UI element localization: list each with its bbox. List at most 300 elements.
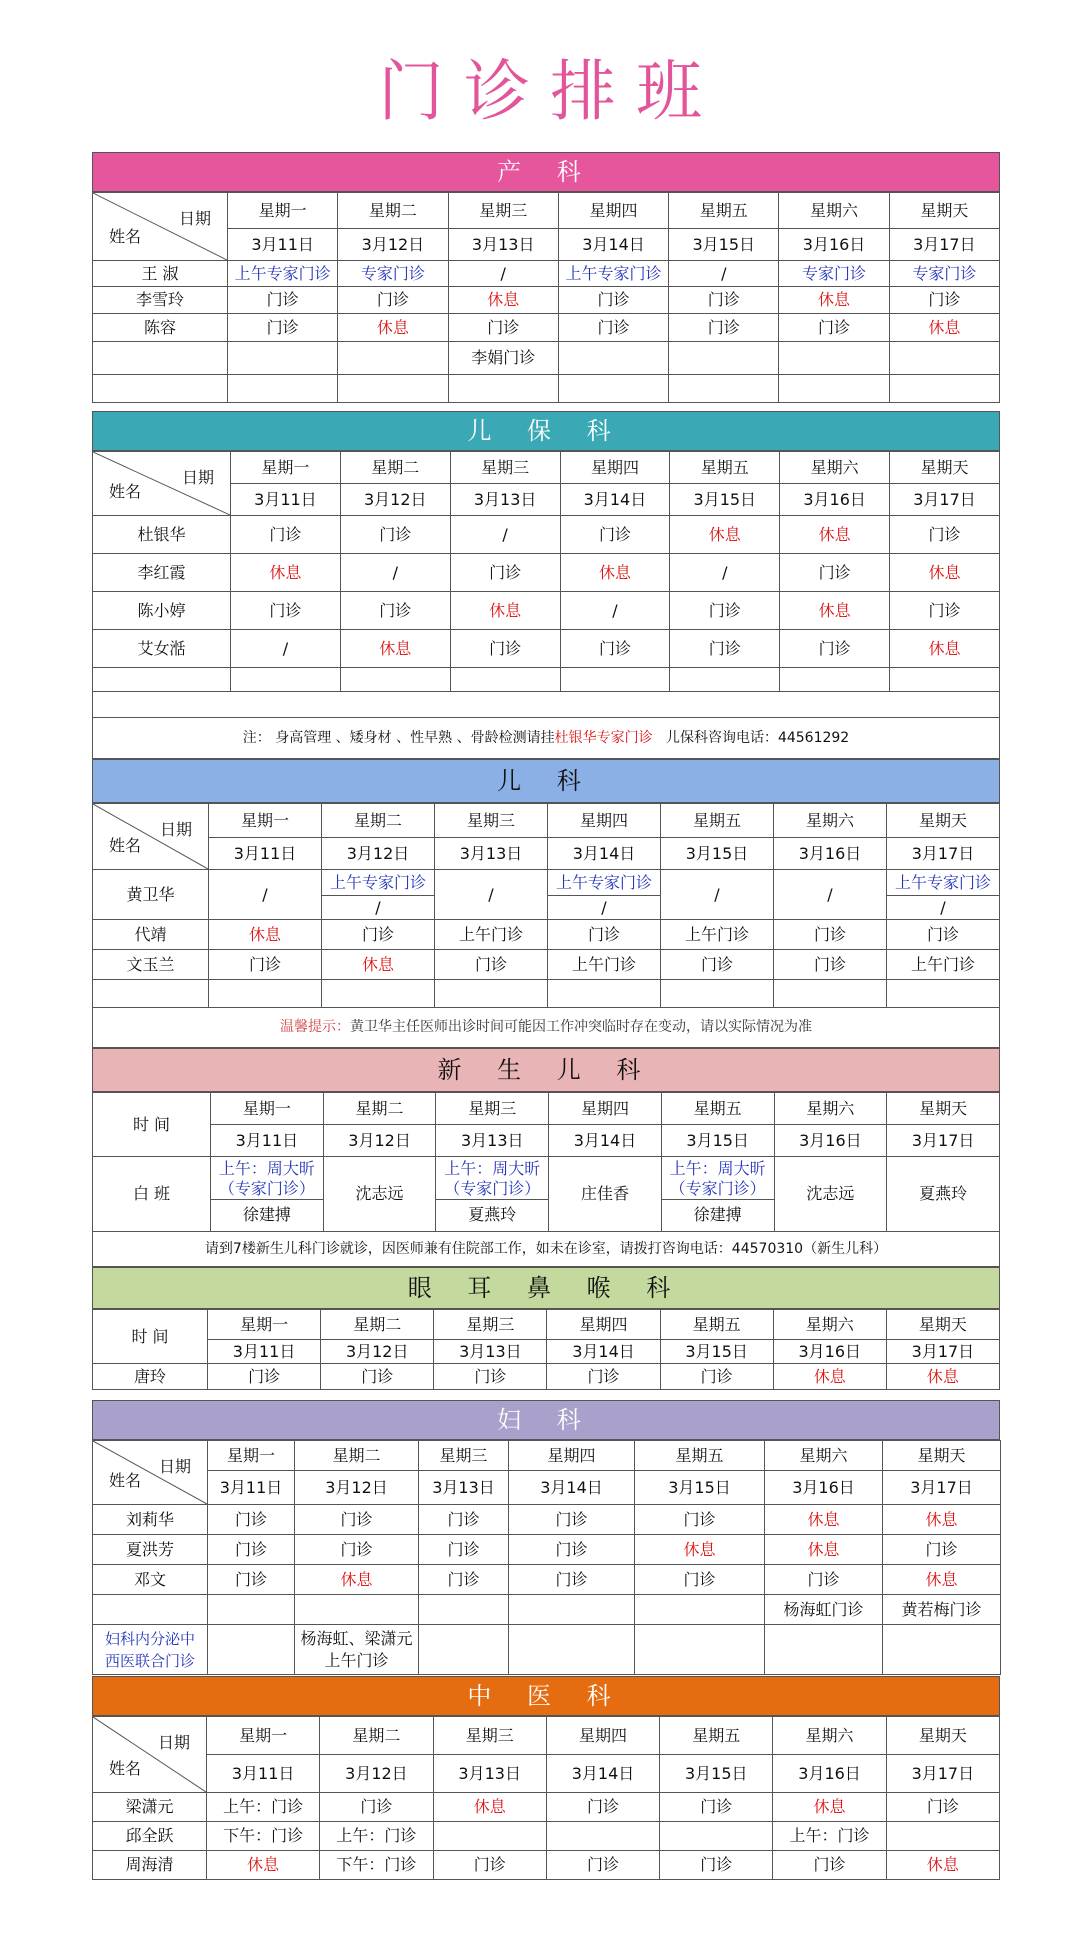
- schedule-cell: 门诊: [560, 630, 670, 668]
- schedule-cell: 门诊: [635, 1565, 765, 1595]
- date-header: 3月17日: [883, 1471, 1001, 1505]
- schedule-cell: 门诊: [208, 1505, 295, 1535]
- schedule-cell: 门诊: [509, 1505, 635, 1535]
- schedule-cell: 门诊: [887, 920, 1000, 950]
- weekday-header: 星期一: [207, 1717, 320, 1755]
- pediatrics-table: [92, 803, 1000, 1008]
- schedule-cell: 门诊: [780, 554, 890, 592]
- schedule-cell: 休息: [780, 516, 890, 554]
- date-header: 3月12日: [321, 1340, 434, 1364]
- weekday-header: 星期二: [323, 1093, 436, 1125]
- schedule-cell: 上午专家门诊: [558, 261, 668, 287]
- schedule-cell: 门诊: [450, 554, 560, 592]
- weekday-header: 星期四: [558, 193, 668, 229]
- schedule-cell: 门诊: [509, 1565, 635, 1595]
- weekday-header: 星期六: [774, 1093, 887, 1125]
- schedule-cell: 上午门诊: [548, 950, 661, 980]
- time-label: 时 间: [93, 1310, 208, 1364]
- table-row: [93, 375, 1000, 403]
- schedule-cell: 休息: [780, 592, 890, 630]
- table-row: [93, 554, 1000, 592]
- date-header: 3月11日: [207, 1755, 320, 1793]
- schedule-cell: 门诊: [548, 920, 661, 950]
- schedule-cell: [338, 342, 448, 375]
- schedule-cell: 上午专家门诊 /: [887, 870, 1000, 920]
- schedule-cell: /: [560, 592, 670, 630]
- schedule-cell: 休息: [883, 1565, 1001, 1595]
- schedule-cell: 上午专家门诊 /: [548, 870, 661, 920]
- schedule-cell: [669, 342, 779, 375]
- weekday-header: 星期二: [320, 1717, 433, 1755]
- schedule-cell: 上午：门诊: [320, 1822, 433, 1851]
- doctor-name: 陈容: [93, 314, 228, 342]
- weekday-header: 星期二: [295, 1441, 419, 1471]
- corner-header: [93, 452, 231, 516]
- schedule-cell: 上午门诊: [435, 920, 548, 950]
- schedule-cell: /: [231, 630, 341, 668]
- doctor-name: 陈小婷: [93, 592, 231, 630]
- schedule-cell: [509, 1595, 635, 1625]
- name-label: 姓名: [109, 835, 142, 855]
- doctor-name: 王 淑: [93, 261, 228, 287]
- table-row: [93, 1505, 1001, 1535]
- schedule-cell: 休息: [773, 1364, 886, 1390]
- table-row: [93, 516, 1000, 554]
- schedule-cell: 门诊: [774, 920, 887, 950]
- section-gynecology-header: 妇 科: [92, 1400, 1000, 1440]
- schedule-cell: 上午门诊: [661, 920, 774, 950]
- schedule-cell: 休息: [765, 1505, 883, 1535]
- name-label: 姓名: [109, 226, 142, 246]
- schedule-cell: 门诊: [419, 1505, 509, 1535]
- tip-label: 温馨提示：: [280, 1019, 350, 1035]
- schedule-cell: 沈志远: [774, 1157, 887, 1232]
- weekday-header: 星期六: [779, 193, 889, 229]
- schedule-cell: 休息: [433, 1793, 546, 1822]
- weekday-header: 星期一: [208, 1310, 321, 1340]
- schedule-cell: 下午：门诊: [207, 1822, 320, 1851]
- schedule-cell: 门诊: [434, 1364, 547, 1390]
- weekday-header: 星期四: [547, 1310, 660, 1340]
- weekday-header: 星期六: [773, 1717, 886, 1755]
- schedule-cell: 门诊: [661, 950, 774, 980]
- weekday-header: 星期天: [887, 804, 1000, 838]
- weekday-header: 星期二: [340, 452, 450, 484]
- date-header: 3月15日: [669, 229, 779, 261]
- date-header: 3月12日: [340, 484, 450, 516]
- time-label: 时 间: [93, 1093, 211, 1157]
- schedule-cell: 门诊: [558, 287, 668, 314]
- page-title: 门诊排班: [378, 53, 722, 130]
- corner-header: [93, 1717, 207, 1793]
- weekday-header: 星期一: [209, 804, 322, 838]
- weekday-header: 星期三: [434, 1310, 547, 1340]
- doctor-name: 周海清: [93, 1851, 207, 1880]
- section-ent-header: 眼 耳 鼻 喉 科: [92, 1267, 1000, 1309]
- date-header: 3月14日: [558, 229, 668, 261]
- schedule-cell: 休息: [890, 554, 1000, 592]
- corner-header: [93, 193, 228, 261]
- date-header: 3月12日: [322, 838, 435, 870]
- weekday-header: 星期三: [419, 1441, 509, 1471]
- schedule-cell: 上午：周大昕 （专家门诊） 夏燕玲: [436, 1157, 549, 1232]
- date-header: 3月12日: [295, 1471, 419, 1505]
- doctor-name: 杜银华: [93, 516, 231, 554]
- table-row: [93, 950, 1000, 980]
- schedule-cell: 门诊: [231, 592, 341, 630]
- schedule-cell: 休息: [338, 314, 448, 342]
- schedule-cell: /: [774, 870, 887, 920]
- date-header: 3月15日: [661, 838, 774, 870]
- doctor-name: 邓文: [93, 1565, 208, 1595]
- doctor-name: 文玉兰: [93, 950, 209, 980]
- date-header: 3月15日: [635, 1471, 765, 1505]
- date-header: 3月15日: [660, 1340, 773, 1364]
- schedule-cell: 门诊: [209, 950, 322, 980]
- weekday-header: 星期五: [660, 1717, 773, 1755]
- table-row: [93, 287, 1000, 314]
- schedule-cell: 李娟门诊: [448, 342, 558, 375]
- table-row: [93, 920, 1000, 950]
- weekday-header: 星期一: [228, 193, 338, 229]
- weekday-header: 星期天: [889, 193, 999, 229]
- table-row: [93, 692, 1000, 718]
- weekday-header: 星期六: [773, 1310, 886, 1340]
- schedule-cell: 门诊: [547, 1364, 660, 1390]
- schedule-cell: 门诊: [560, 516, 670, 554]
- schedule-cell: 休息: [322, 950, 435, 980]
- schedule-cell: [433, 1822, 546, 1851]
- corner-header: [93, 1441, 208, 1505]
- date-header: 3月11日: [211, 1125, 324, 1157]
- neonatal-note: 请到7楼新生儿科门诊就诊，因医师兼有住院部工作，如未在诊室，请拨打咨询电话：44570310（新生儿科）: [92, 1231, 1000, 1267]
- schedule-cell: 休息: [779, 287, 889, 314]
- schedule-cell: 上午：门诊: [773, 1822, 886, 1851]
- doctor-name: 邱全跃: [93, 1822, 207, 1851]
- schedule-cell: [886, 1822, 999, 1851]
- schedule-cell: 休息: [889, 314, 999, 342]
- name-label: 姓名: [109, 1470, 142, 1490]
- schedule-cell: 门诊: [340, 516, 450, 554]
- corner-header: [93, 804, 209, 870]
- date-header: 3月14日: [546, 1755, 659, 1793]
- weekday-header: 星期二: [322, 804, 435, 838]
- schedule-cell: 杨海虹门诊: [765, 1595, 883, 1625]
- table-row: [93, 314, 1000, 342]
- weekday-header: 星期四: [549, 1093, 662, 1125]
- date-header: 3月13日: [434, 1340, 547, 1364]
- date-header: 3月11日: [208, 1471, 295, 1505]
- date-header: 3月16日: [780, 484, 890, 516]
- schedule-cell: 专家门诊: [338, 261, 448, 287]
- doctor-name: 刘莉华: [93, 1505, 208, 1535]
- schedule-cell: /: [661, 870, 774, 920]
- date-header: 3月16日: [774, 1125, 887, 1157]
- neonatal-table: [92, 1092, 1000, 1232]
- schedule-cell: 门诊: [509, 1535, 635, 1565]
- schedule-cell: 门诊: [419, 1535, 509, 1565]
- schedule-cell: 门诊: [340, 592, 450, 630]
- date-header: 3月13日: [419, 1471, 509, 1505]
- schedule-cell: 门诊: [450, 630, 560, 668]
- schedule-cell: 门诊: [419, 1565, 509, 1595]
- schedule-cell: 上午：周大昕 （专家门诊） 徐建搏: [211, 1157, 324, 1232]
- date-header: 3月12日: [338, 229, 448, 261]
- schedule-cell: 门诊: [208, 1535, 295, 1565]
- weekday-header: 星期六: [774, 804, 887, 838]
- schedule-cell: 上午专家门诊: [228, 261, 338, 287]
- date-header: 3月13日: [433, 1755, 546, 1793]
- table-row: [93, 261, 1000, 287]
- schedule-cell: 门诊: [773, 1851, 886, 1880]
- doctor-name: 李红霞: [93, 554, 231, 592]
- date-header: 3月12日: [323, 1125, 436, 1157]
- shift-label: 白 班: [93, 1157, 211, 1232]
- schedule-cell: [660, 1822, 773, 1851]
- weekday-header: 星期四: [560, 452, 670, 484]
- table-row: [93, 630, 1000, 668]
- table-row: [93, 870, 1000, 920]
- date-header: 3月13日: [450, 484, 560, 516]
- weekday-header: 星期一: [208, 1441, 295, 1471]
- schedule-cell: /: [435, 870, 548, 920]
- schedule-cell: 休息: [890, 630, 1000, 668]
- doctor-name: 李雪玲: [93, 287, 228, 314]
- date-label: 日期: [178, 209, 211, 228]
- pediatrics-tip: 温馨提示：黄卫华主任医师出诊时间可能因工作冲突临时存在变动，请以实际情况为准: [92, 1007, 1000, 1048]
- date-label: 日期: [158, 1457, 191, 1476]
- weekday-header: 星期三: [436, 1093, 549, 1125]
- schedule-cell: 门诊: [660, 1851, 773, 1880]
- schedule-cell: 门诊: [435, 950, 548, 980]
- schedule-cell: 休息: [340, 630, 450, 668]
- weekday-header: 星期五: [669, 193, 779, 229]
- schedule-cell: 休息: [450, 592, 560, 630]
- schedule-cell: [419, 1595, 509, 1625]
- weekday-header: 星期四: [546, 1717, 659, 1755]
- schedule-cell: 门诊: [228, 314, 338, 342]
- schedule-cell: 门诊: [774, 950, 887, 980]
- table-row: [93, 980, 1000, 1008]
- weekday-header: 星期三: [435, 804, 548, 838]
- schedule-cell: /: [670, 554, 780, 592]
- date-header: 3月17日: [886, 1755, 999, 1793]
- weekday-header: 星期五: [661, 1093, 774, 1125]
- obstetrics-table: [92, 192, 1000, 403]
- date-header: 3月14日: [549, 1125, 662, 1157]
- section-neonatal-header: 新 生 儿 科: [92, 1048, 1000, 1092]
- schedule-cell: 上午：门诊: [207, 1793, 320, 1822]
- schedule-cell: 休息: [231, 554, 341, 592]
- schedule-cell: 专家门诊: [779, 261, 889, 287]
- schedule-cell: 休息: [295, 1565, 419, 1595]
- schedule-cell: 门诊: [208, 1364, 321, 1390]
- schedule-cell: 门诊: [322, 920, 435, 950]
- table-row: [93, 668, 1000, 692]
- table-row: [93, 1822, 1000, 1851]
- doctor-name: 梁潇元: [93, 1793, 207, 1822]
- schedule-cell: 休息: [209, 920, 322, 950]
- schedule-cell: 门诊: [890, 592, 1000, 630]
- date-header: 3月16日: [773, 1340, 886, 1364]
- doctor-name: 代靖: [93, 920, 209, 950]
- weekday-header: 星期二: [321, 1310, 434, 1340]
- schedule-cell: 休息: [883, 1505, 1001, 1535]
- schedule-cell: /: [340, 554, 450, 592]
- schedule-cell: [295, 1595, 419, 1625]
- schedule-cell: 门诊: [295, 1535, 419, 1565]
- weekday-header: 星期天: [890, 452, 1000, 484]
- date-label: 日期: [181, 468, 214, 487]
- schedule-cell: [558, 342, 668, 375]
- table-row: [93, 1565, 1001, 1595]
- weekday-header: 星期五: [660, 1310, 773, 1340]
- date-header: 3月16日: [779, 229, 889, 261]
- weekday-header: 星期天: [886, 1310, 999, 1340]
- schedule-cell: 门诊: [228, 287, 338, 314]
- schedule-cell: [635, 1595, 765, 1625]
- schedule-cell: 门诊: [546, 1793, 659, 1822]
- section-tcm-header: 中 医 科: [92, 1676, 1000, 1716]
- schedule-cell: 门诊: [321, 1364, 434, 1390]
- date-header: 3月14日: [509, 1471, 635, 1505]
- date-header: 3月15日: [670, 484, 780, 516]
- date-header: 3月13日: [436, 1125, 549, 1157]
- schedule-cell: 门诊: [295, 1505, 419, 1535]
- schedule-cell: 休息: [560, 554, 670, 592]
- schedule-cell: 门诊: [765, 1565, 883, 1595]
- schedule-cell: /: [669, 261, 779, 287]
- doctor-name: 夏洪芳: [93, 1535, 208, 1565]
- date-header: 3月16日: [774, 838, 887, 870]
- schedule-cell: [779, 342, 889, 375]
- date-header: 3月11日: [228, 229, 338, 261]
- name-label: 姓名: [109, 481, 142, 501]
- schedule-cell: 门诊: [635, 1505, 765, 1535]
- schedule-cell: 休息: [635, 1535, 765, 1565]
- schedule-cell: 门诊: [780, 630, 890, 668]
- name-label: 姓名: [109, 1758, 142, 1778]
- tcm-table: [92, 1716, 1000, 1880]
- schedule-cell: 专家门诊: [889, 261, 999, 287]
- doctor-name: [93, 342, 228, 375]
- schedule-cell: 上午专家门诊 /: [322, 870, 435, 920]
- schedule-cell: 门诊: [670, 592, 780, 630]
- doctor-name: 唐玲: [93, 1364, 208, 1390]
- weekday-header: 星期天: [883, 1441, 1001, 1471]
- schedule-cell: 门诊: [660, 1364, 773, 1390]
- schedule-cell: 上午门诊: [887, 950, 1000, 980]
- schedule-cell: 门诊: [886, 1793, 999, 1822]
- section-pediatrics-header: 儿 科: [92, 759, 1000, 803]
- weekday-header: 星期三: [450, 452, 560, 484]
- schedule-cell: /: [209, 870, 322, 920]
- schedule-cell: 门诊: [670, 630, 780, 668]
- date-header: 3月14日: [548, 838, 661, 870]
- date-header: 3月17日: [887, 1125, 1000, 1157]
- date-header: 3月17日: [889, 229, 999, 261]
- weekday-header: 星期一: [231, 452, 341, 484]
- schedule-cell: [546, 1822, 659, 1851]
- schedule-cell: 门诊: [231, 516, 341, 554]
- date-header: 3月13日: [435, 838, 548, 870]
- schedule-cell: [228, 342, 338, 375]
- weekday-header: 星期三: [448, 193, 558, 229]
- weekday-header: 星期天: [887, 1093, 1000, 1125]
- schedule-cell: 门诊: [546, 1851, 659, 1880]
- schedule-cell: 门诊: [320, 1793, 433, 1822]
- schedule-cell: 庄佳香: [549, 1157, 662, 1232]
- table-row: [93, 342, 1000, 375]
- weekday-header: 星期六: [780, 452, 890, 484]
- weekday-header: 星期五: [661, 804, 774, 838]
- joint-clinic-cell: 杨海虹、梁潇元 上午门诊: [295, 1625, 419, 1675]
- date-label: 日期: [157, 1733, 190, 1752]
- table-row: [93, 1793, 1000, 1822]
- ent-table: [92, 1309, 1000, 1390]
- date-header: 3月17日: [886, 1340, 999, 1364]
- child-care-note: 注： 身高管理 、矮身材 、性早熟 、骨龄检测请挂杜银华专家门诊 儿保科咨询电话：44561292: [92, 717, 1000, 759]
- schedule-cell: 门诊: [338, 287, 448, 314]
- schedule-cell: 门诊: [433, 1851, 546, 1880]
- weekday-header: 星期一: [211, 1093, 324, 1125]
- weekday-header: 星期二: [338, 193, 448, 229]
- date-header: 3月15日: [661, 1125, 774, 1157]
- schedule-cell: [208, 1595, 295, 1625]
- schedule-cell: 下午：门诊: [320, 1851, 433, 1880]
- note-highlight: 杜银华专家门诊: [554, 730, 653, 746]
- schedule-cell: 门诊: [558, 314, 668, 342]
- date-label: 日期: [159, 820, 192, 839]
- table-row: [93, 1851, 1000, 1880]
- date-header: 3月12日: [320, 1755, 433, 1793]
- schedule-cell: /: [448, 261, 558, 287]
- schedule-cell: 门诊: [890, 516, 1000, 554]
- schedule-cell: 夏燕玲: [887, 1157, 1000, 1232]
- schedule-cell: 门诊: [208, 1565, 295, 1595]
- schedule-cell: 门诊: [660, 1793, 773, 1822]
- schedule-cell: 休息: [886, 1851, 999, 1880]
- table-row: [93, 1595, 1001, 1625]
- doctor-name: 黄卫华: [93, 870, 209, 920]
- schedule-cell: 门诊: [779, 314, 889, 342]
- schedule-cell: 休息: [765, 1535, 883, 1565]
- doctor-name: [93, 1595, 208, 1625]
- schedule-cell: 休息: [207, 1851, 320, 1880]
- schedule-cell: 门诊: [448, 314, 558, 342]
- weekday-header: 星期六: [765, 1441, 883, 1471]
- date-header: 3月16日: [773, 1755, 886, 1793]
- child-care-table: [92, 451, 1000, 718]
- schedule-cell: 休息: [448, 287, 558, 314]
- schedule-cell: 休息: [886, 1364, 999, 1390]
- date-header: 3月17日: [887, 838, 1000, 870]
- schedule-cell: 沈志远: [323, 1157, 436, 1232]
- weekday-header: 星期三: [433, 1717, 546, 1755]
- doctor-name: 艾女湉: [93, 630, 231, 668]
- schedule-cell: 休息: [773, 1793, 886, 1822]
- section-obstetrics-header: 产 科: [92, 152, 1000, 192]
- schedule-cell: 黄若梅门诊: [883, 1595, 1001, 1625]
- joint-clinic-label: 妇科内分泌中 西医联合门诊: [93, 1625, 208, 1675]
- date-header: 3月16日: [765, 1471, 883, 1505]
- date-header: 3月17日: [890, 484, 1000, 516]
- date-header: 3月14日: [560, 484, 670, 516]
- date-header: 3月13日: [448, 229, 558, 261]
- date-header: 3月11日: [208, 1340, 321, 1364]
- schedule-cell: 休息: [670, 516, 780, 554]
- schedule-cell: 上午：周大昕 （专家门诊） 徐建搏: [661, 1157, 774, 1232]
